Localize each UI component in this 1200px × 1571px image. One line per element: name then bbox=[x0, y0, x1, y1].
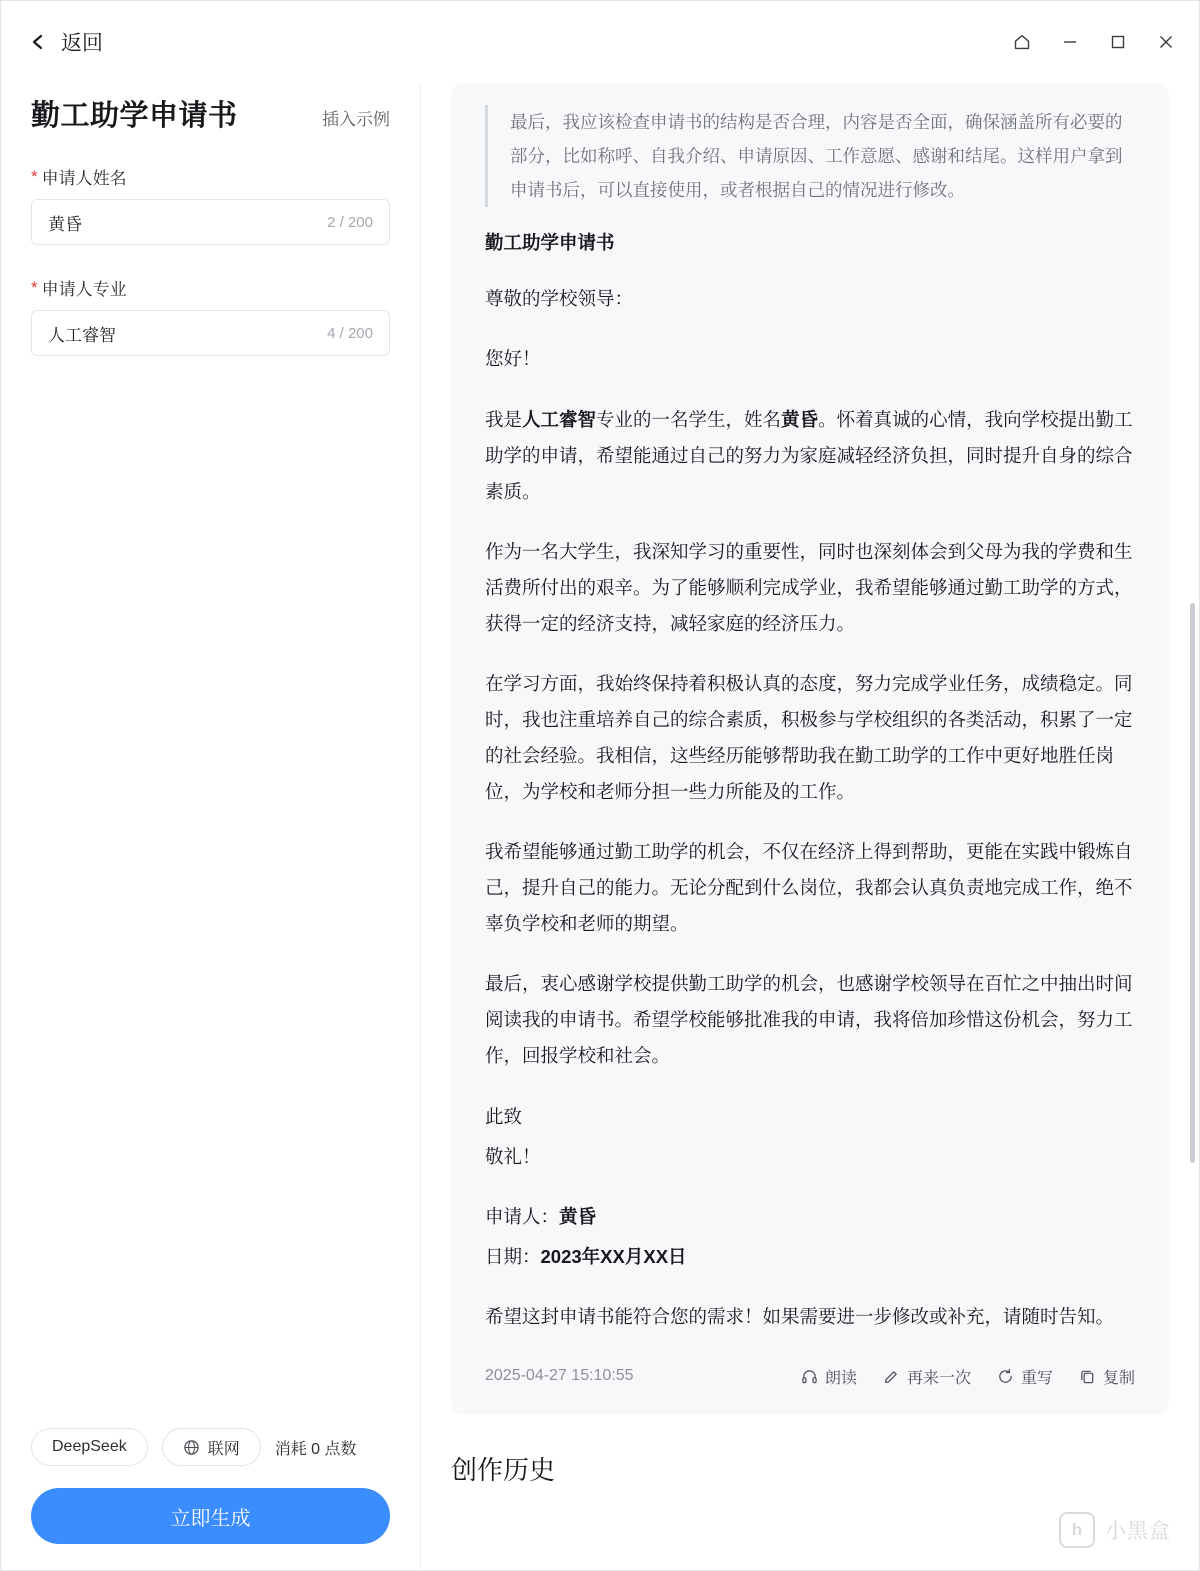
sidebar-footer bbox=[1, 1428, 420, 1570]
result-timestamp: 2025-04-27 15:10:55 bbox=[485, 1367, 634, 1385]
intro-mid: 专业的一名学生，姓名 bbox=[596, 408, 782, 430]
back-button[interactable] bbox=[29, 27, 103, 57]
regenerate-label: 再来一次 bbox=[906, 1369, 971, 1387]
closing-line-2: 敬礼！ bbox=[485, 1145, 541, 1167]
insert-sample-link[interactable]: 插入示例 bbox=[322, 110, 390, 129]
consume-points-text: 消耗 0 点数 bbox=[274, 1440, 357, 1458]
result-panel bbox=[421, 83, 1199, 1570]
date-line bbox=[485, 1239, 1135, 1275]
date-label: 日期： bbox=[485, 1245, 541, 1267]
major-input[interactable] bbox=[31, 310, 390, 356]
intro-after: 。怀着真诚的心情，我向学校提出勤工助学的申请，希望能通过自己的努力为家庭减轻经济负担，同时提升自身的综合素质。 bbox=[485, 408, 1133, 502]
regenerate-button[interactable] bbox=[883, 1365, 971, 1388]
form-sidebar bbox=[1, 83, 421, 1570]
close-icon[interactable] bbox=[1155, 31, 1177, 53]
field-label bbox=[31, 164, 390, 189]
chevron-left-icon bbox=[29, 33, 47, 51]
watermark-text: 小黑盒 bbox=[1105, 1520, 1171, 1543]
network-chip-label: 联网 bbox=[207, 1440, 240, 1458]
field-applicant-major bbox=[31, 275, 390, 356]
window-controls bbox=[1011, 31, 1177, 53]
applicant-line bbox=[485, 1199, 1135, 1235]
paragraph-reason: 作为一名大学生，我深知学习的重要性，同时也深刻体会到父母为我的学费和生活费所付出的艰辛。为了能够顺利完成学业，我希望能够通过勤工助学的方式，获得一定的经济支持，减轻家庭的经济压力。 bbox=[485, 540, 1133, 634]
paragraph-study: 在学习方面，我始终保持着积极认真的态度，努力完成学业任务，成绩稳定。同时，我也注重培养自己的综合素质，积极参与学校组织的各类活动，积累了一定的社会经验。我相信，这些经历能够帮助我在勤工助学的工作中更好地胜任岗位，为学校和老师分担一些力所能及的工作。 bbox=[485, 672, 1133, 803]
edit-icon bbox=[883, 1368, 900, 1385]
model-chip-label: DeepSeek bbox=[52, 1438, 127, 1455]
field-label-text: 申请人姓名 bbox=[41, 169, 127, 188]
form-header bbox=[31, 83, 390, 134]
copy-icon bbox=[1079, 1368, 1096, 1385]
options-row bbox=[31, 1428, 390, 1466]
back-label: 返回 bbox=[61, 32, 103, 55]
intro-name: 黄昏 bbox=[781, 408, 819, 430]
paragraph-hope: 我希望能够通过勤工助学的机会，不仅在经济上得到帮助，更能在实践中锻炼自己，提升自己的能力。无论分配到什么岗位，我都会认真负责地完成工作，绝不辜负学校和老师的期望。 bbox=[485, 841, 1133, 935]
read-aloud-button[interactable] bbox=[801, 1365, 857, 1388]
field-label bbox=[31, 275, 390, 300]
page-title: 勤工助学申请书 bbox=[31, 100, 238, 132]
closing-line-1: 此致 bbox=[485, 1105, 523, 1127]
intro-paragraph bbox=[485, 402, 1135, 510]
major-input-value: 人工睿智 bbox=[48, 325, 116, 345]
copy-label: 复制 bbox=[1102, 1369, 1135, 1387]
main-scrollbar[interactable] bbox=[1190, 603, 1195, 1163]
result-card bbox=[451, 83, 1169, 1414]
globe-icon bbox=[183, 1439, 200, 1456]
name-input-counter: 2 / 200 bbox=[327, 213, 373, 231]
date-value: 2023年XX月XX日 bbox=[540, 1245, 687, 1267]
refresh-icon bbox=[997, 1368, 1014, 1385]
required-marker: * bbox=[31, 167, 38, 186]
read-aloud-label: 朗读 bbox=[824, 1369, 857, 1387]
model-chip[interactable] bbox=[31, 1428, 148, 1466]
required-marker: * bbox=[31, 278, 38, 297]
field-applicant-name bbox=[31, 164, 390, 245]
app-body bbox=[1, 83, 1199, 1570]
maximize-icon[interactable] bbox=[1107, 31, 1129, 53]
titlebar bbox=[1, 1, 1199, 83]
home-icon[interactable] bbox=[1011, 31, 1033, 53]
thinking-block: 最后，我应该检查申请书的结构是否合理，内容是否全面，确保涵盖所有必要的部分，比如称呼、自我介绍、申请原因、工作意愿、感谢和结尾。这样用户拿到申请书后，可以直接使用，或者根据自己的情况进行修改。 bbox=[485, 105, 1135, 207]
name-input[interactable] bbox=[31, 199, 390, 245]
name-input-value: 黄昏 bbox=[48, 214, 82, 234]
headphones-icon bbox=[801, 1368, 818, 1385]
paragraph-thanks: 最后，衷心感谢学校提供勤工助学的机会，也感谢学校领导在百忙之中抽出时间阅读我的申请书。希望学校能够批准我的申请，我将倍加珍惜这份机会，努力工作，回报学校和社会。 bbox=[485, 973, 1133, 1067]
result-actions bbox=[801, 1365, 1135, 1388]
watermark bbox=[1059, 1512, 1171, 1548]
form-area bbox=[1, 83, 420, 1428]
footer-note: 希望这封申请书能符合您的需求！如果需要进一步修改或补充，请随时告知。 bbox=[485, 1305, 1115, 1327]
greeting: 您好！ bbox=[485, 348, 541, 370]
copy-button[interactable] bbox=[1079, 1365, 1135, 1388]
major-input-counter: 4 / 200 bbox=[327, 324, 373, 342]
salutation: 尊敬的学校领导： bbox=[485, 288, 634, 310]
rewrite-button[interactable] bbox=[997, 1365, 1053, 1388]
watermark-logo-icon: h bbox=[1059, 1512, 1095, 1548]
applicant-label: 申请人： bbox=[485, 1205, 560, 1227]
generate-button[interactable]: 立即生成 bbox=[31, 1488, 390, 1544]
result-meta-row bbox=[485, 1365, 1135, 1388]
field-label-text: 申请人专业 bbox=[41, 280, 127, 299]
network-chip[interactable] bbox=[162, 1428, 261, 1466]
history-title: 创作历史 bbox=[451, 1454, 556, 1485]
rewrite-label: 重写 bbox=[1020, 1369, 1053, 1387]
intro-before: 我是 bbox=[485, 408, 523, 430]
applicant-name: 黄昏 bbox=[559, 1205, 597, 1227]
minimize-icon[interactable] bbox=[1059, 31, 1081, 53]
intro-major: 人工睿智 bbox=[522, 408, 597, 430]
document-title: 勤工助学申请书 bbox=[485, 232, 615, 254]
